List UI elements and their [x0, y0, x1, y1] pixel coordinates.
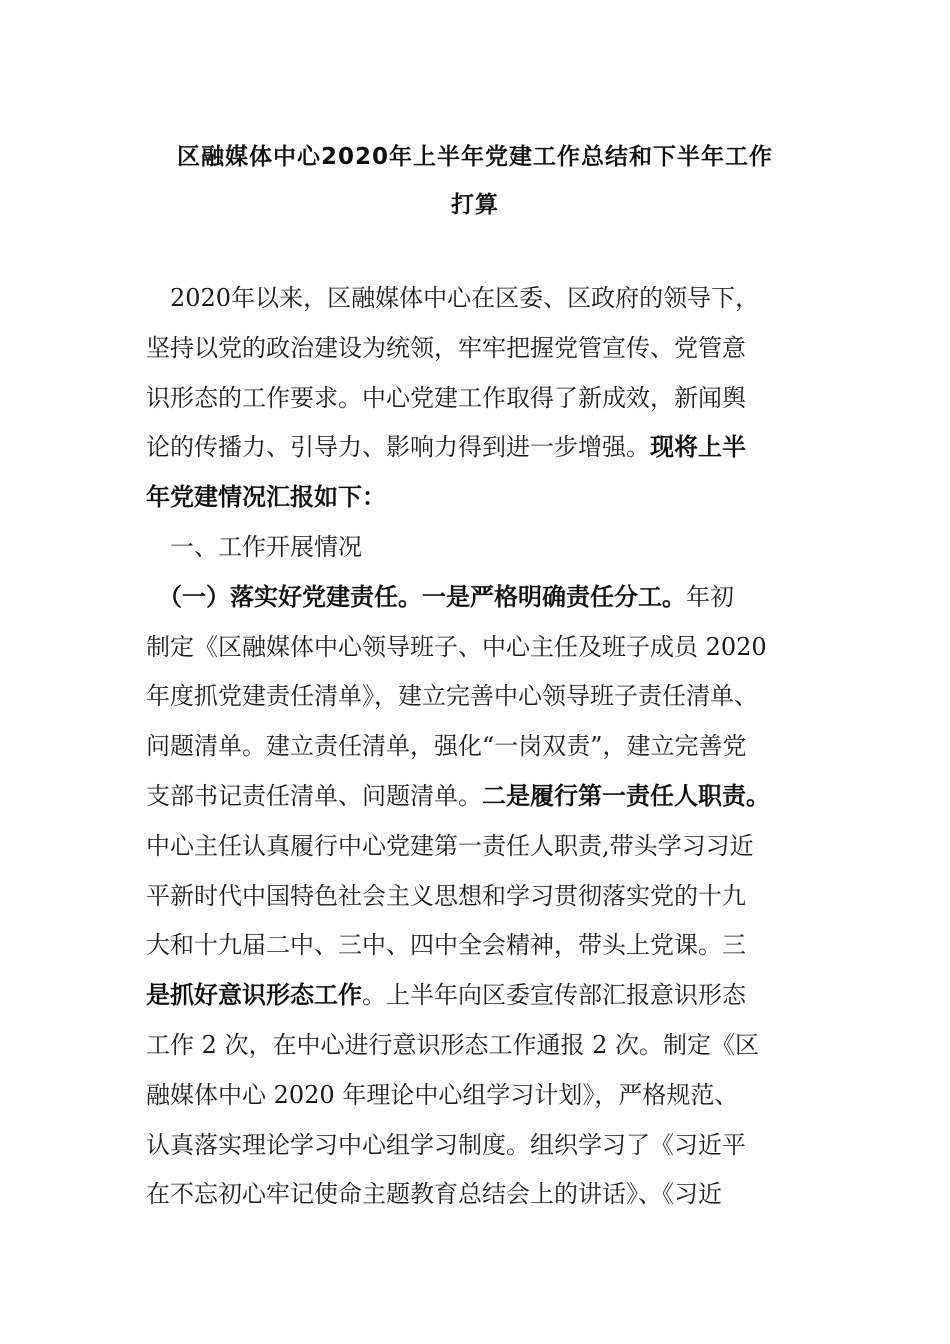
document-title-line-1: 区融媒体中心2020年上半年党建工作总结和下半年工作: [176, 144, 773, 170]
paragraph-line: [146, 831, 754, 861]
text-run: 。上半年向区委宣传部汇报意识形态: [362, 981, 746, 1009]
text-run: 平新时代中国特色社会主义思想和学习贯彻落实党的十九: [146, 882, 746, 910]
text-run: 在不忘初心牢记使命主题教育总结会上的讲话》、《习近: [146, 1180, 722, 1208]
text-run: 2020年以来，区融媒体中心在区委、区政府的领导下，: [146, 284, 760, 312]
paragraph-line: [146, 731, 747, 761]
paragraph-line: [146, 881, 746, 911]
paragraph-line: [146, 532, 362, 562]
text-run: 大和十九届二中、三中、四中全会精神，带头上党课。三: [146, 931, 746, 959]
paragraph-line: [146, 432, 746, 462]
text-run: 工作 2 次，在中心进行意识形态工作通报 2 次。制定《区: [146, 1031, 760, 1059]
text-run: 认真落实理论学习中心组学习制度。组织学习了《习近平: [146, 1131, 746, 1159]
bold-text-run: 二是履行第一责任人职责。: [482, 782, 770, 810]
text-run: 一、工作开展情况: [146, 533, 362, 561]
text-run: 支部书记责任清单、问题清单。: [146, 782, 482, 810]
text-run: 年初: [686, 583, 734, 611]
text-run: 坚持以党的政治建设为统领，牢牢把握党管宣传、党管意: [146, 334, 746, 362]
paragraph-line: [146, 1179, 722, 1209]
bold-text-run: 年党建情况汇报如下：: [146, 483, 386, 511]
bold-text-run: （一）落实好党建责任。一是严格明确责任分工。: [146, 583, 686, 611]
paragraph-line: [146, 1130, 746, 1160]
text-run: 识形态的工作要求。中心党建工作取得了新成效，新闻舆: [146, 384, 746, 412]
paragraph-line: [146, 681, 758, 711]
paragraph-line: [146, 582, 734, 612]
paragraph-line: [146, 1080, 738, 1110]
paragraph-line: [146, 333, 746, 363]
paragraph-line: [146, 781, 770, 811]
document-title-line-2: 打算: [451, 192, 499, 218]
text-run: 制定《区融媒体中心领导班子、中心主任及班子成员 2020: [146, 633, 767, 661]
paragraph-line: [146, 980, 746, 1010]
paragraph-line: [146, 283, 759, 313]
text-run: 年度抓党建责任清单》，建立完善中心领导班子责任清单、: [146, 682, 758, 710]
bold-text-run: 是抓好意识形态工作: [146, 981, 362, 1009]
bold-text-run: 现将上半: [650, 433, 746, 461]
text-run: 中心主任认真履行中心党建第一责任人职责,带头学习习近: [146, 832, 754, 860]
text-run: 论的传播力、引导力、影响力得到进一步增强。: [146, 433, 650, 461]
text-run: 融媒体中心 2020 年理论中心组学习计划》，严格规范、: [146, 1081, 739, 1109]
paragraph-line: [146, 632, 767, 662]
text-run: 问题清单。建立责任清单，强化“一岗双责”，建立完善党: [146, 732, 747, 760]
paragraph-line: [146, 383, 746, 413]
paragraph-line: [146, 930, 746, 960]
paragraph-line: [146, 1030, 759, 1060]
paragraph-line: [146, 482, 386, 512]
